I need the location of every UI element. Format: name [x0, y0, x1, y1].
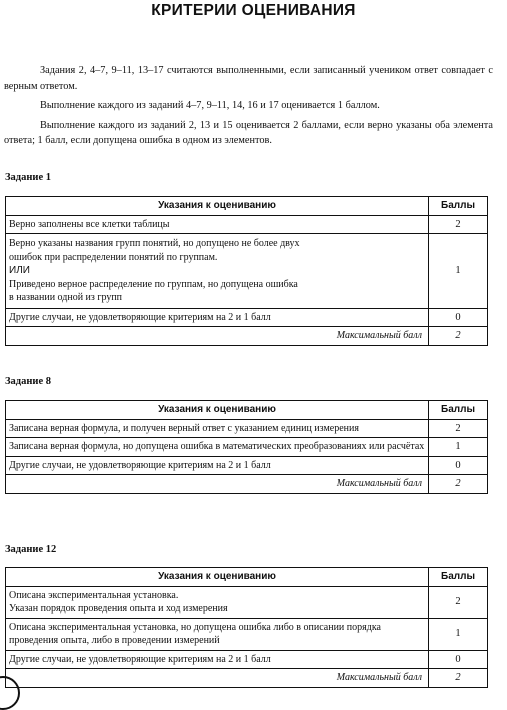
task1-table: [5, 196, 488, 346]
score-cell: 2: [429, 215, 488, 234]
task12-heading: Задание 12: [5, 544, 57, 555]
intro-paragraph-3: Выполнение каждого из заданий 2, 13 и 15 оценивается 2 баллами, если верно указаны оба элемента ответа; 1 балл, если допущена ошибка в одном из элементов.: [4, 119, 493, 146]
table-row: [6, 308, 488, 327]
criteria-text: в названии одной из групп: [9, 292, 123, 303]
score-header: Баллы: [429, 197, 488, 216]
max-score-label: Максимальный балл: [6, 669, 429, 688]
intro-paragraph-1: Задания 2, 4–7, 9–11, 13–17 считаются выполненными, если записанный учеником ответ совпадает с верным ответом.: [4, 65, 493, 92]
table-row: [6, 650, 488, 669]
task8-table: [5, 400, 488, 494]
criteria-header: Указания к оцениванию: [6, 197, 429, 216]
table-header-row: [6, 197, 488, 216]
max-score-row: [6, 669, 488, 688]
score-header: Баллы: [429, 568, 488, 587]
table-row: [6, 215, 488, 234]
criteria-text: Верно заполнены все клетки таблицы: [9, 218, 170, 230]
task12-table: [5, 567, 488, 688]
score-cell: 1: [429, 438, 488, 457]
max-score-value: 2: [429, 475, 488, 494]
criteria-cell: Записана верная формула, и получен верный ответ с указанием единиц измерения: [6, 419, 429, 438]
criteria-cell: [6, 215, 429, 234]
criteria-or: ИЛИ: [9, 265, 30, 276]
criteria-header: Указания к оцениванию: [6, 401, 429, 420]
score-cell: 2: [429, 419, 488, 438]
criteria-cell: Другие случаи, не удовлетворяющие критериям на 2 и 1 балл: [6, 456, 429, 475]
criteria-cell: [6, 308, 429, 327]
table-header-row: [6, 568, 488, 587]
table-header-row: [6, 401, 488, 420]
max-score-row: [6, 475, 488, 494]
max-score-value: 2: [429, 669, 488, 688]
score-cell: 0: [429, 456, 488, 475]
score-header: Баллы: [429, 401, 488, 420]
max-score-label: Максимальный балл: [6, 327, 429, 346]
intro-text: [0, 63, 493, 153]
criteria-cell: Записана верная формула, но допущена ошибка в математических преобразованиях или расчётах: [6, 438, 429, 457]
max-score-row: [6, 327, 488, 346]
criteria-text: Приведено верное распределение по группам, но допущена ошибка: [9, 278, 298, 290]
table-row: [6, 438, 488, 457]
criteria-header: Указания к оцениванию: [6, 568, 429, 587]
criteria-cell: [6, 234, 429, 309]
criteria-text: Верно указаны названия групп понятий, но допущено не более двух: [9, 238, 300, 249]
table-row: [6, 419, 488, 438]
max-score-label: Максимальный балл: [6, 475, 429, 494]
score-cell: 0: [429, 308, 488, 327]
score-cell: 1: [429, 234, 488, 309]
criteria-text: Указан порядок проведения опыта и ход измерения: [9, 603, 228, 614]
intro-paragraph-2: Выполнение каждого из заданий 4–7, 9–11, 14, 16 и 17 оценивается 1 баллом.: [40, 100, 380, 111]
criteria-text: Описана экспериментальная установка.: [9, 589, 179, 601]
table-row: [6, 456, 488, 475]
criteria-text: Другие случаи, не удовлетворяющие критериям на 2 и 1 балл: [9, 311, 271, 323]
table-row: [6, 234, 488, 309]
table-row: [6, 618, 488, 650]
task1-heading: Задание 1: [5, 172, 51, 183]
max-score-value: 2: [429, 327, 488, 346]
page-title: КРИТЕРИИ ОЦЕНИВАНИЯ: [151, 2, 356, 19]
score-cell: 2: [429, 586, 488, 618]
criteria-text: Описана экспериментальная установка, но допущена ошибка либо в описании порядка проведения опыта, либо в проведении измерений: [9, 621, 381, 646]
task8-heading: Задание 8: [5, 376, 51, 387]
criteria-cell: [6, 650, 429, 669]
score-cell: 0: [429, 650, 488, 669]
table-row: [6, 586, 488, 618]
criteria-text: ошибок при распределении понятий по группам.: [9, 251, 218, 263]
criteria-text: Другие случаи, не удовлетворяющие критериям на 2 и 1 балл: [9, 653, 271, 665]
score-cell: 1: [429, 618, 488, 650]
criteria-cell: [6, 586, 429, 618]
criteria-cell: [6, 618, 429, 650]
